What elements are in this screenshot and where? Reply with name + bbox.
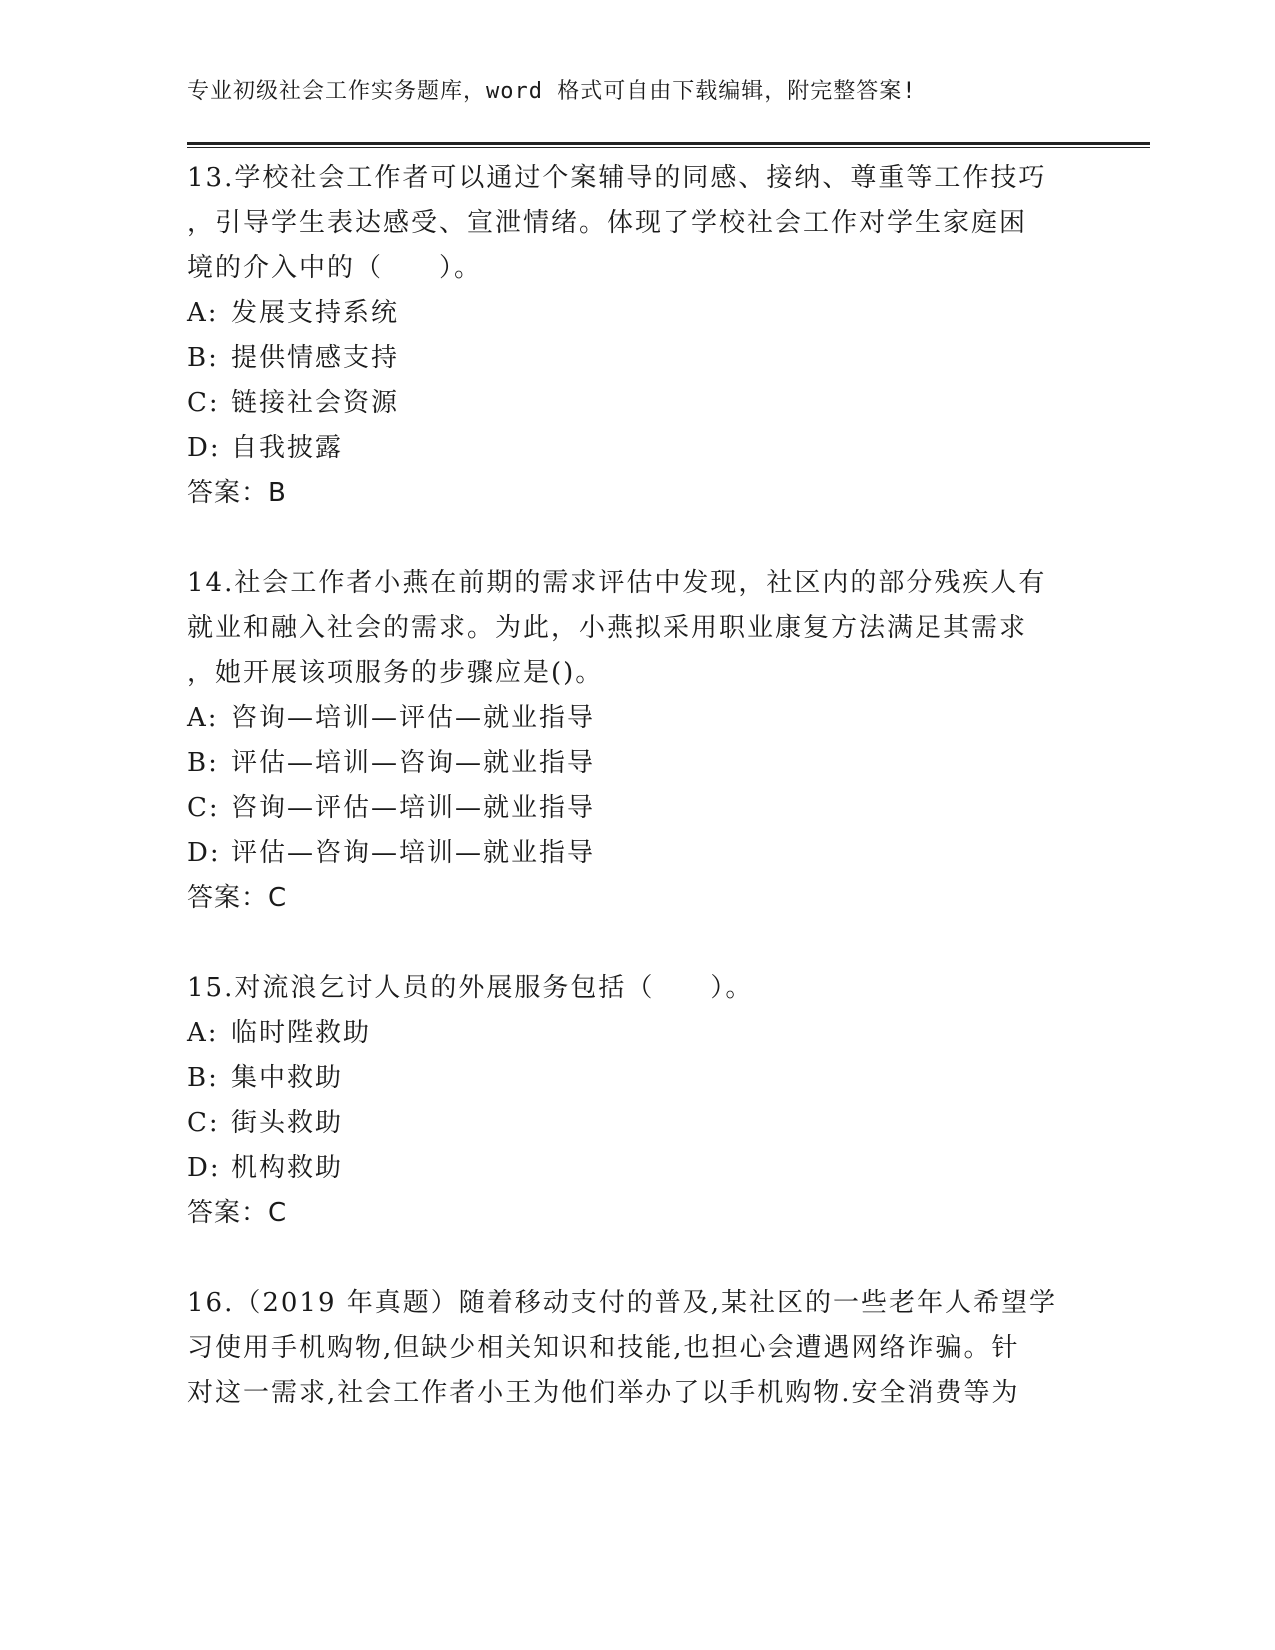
option-text: 咨询—评估—培训—就业指导 xyxy=(231,793,596,823)
spacer xyxy=(187,921,1067,966)
option-a xyxy=(187,1011,1067,1056)
option-c xyxy=(187,786,1067,831)
spacer xyxy=(187,516,1067,561)
option-a xyxy=(187,696,1067,741)
spacer xyxy=(187,1236,1067,1281)
answer-line: 答案：C xyxy=(187,1198,288,1228)
option-text: 集中救助 xyxy=(231,1063,344,1093)
option-text: 街头救助 xyxy=(231,1108,344,1138)
question-stem-line: ，引导学生表达感受、宣泄情绪。体现了学校社会工作对学生家庭困 xyxy=(187,208,1028,238)
option-text: 机构救助 xyxy=(231,1153,344,1183)
option-text: 提供情感支持 xyxy=(231,343,400,373)
option-b xyxy=(187,741,1067,786)
option-b xyxy=(187,336,1067,381)
question-stem-line: 13.学校社会工作者可以通过个案辅导的同感、接纳、尊重等工作技巧 xyxy=(187,163,1047,193)
option-key: A: xyxy=(187,298,219,328)
page-header: 专业初级社会工作实务题库，word 格式可自由下载编辑，附完整答案! xyxy=(187,79,917,104)
option-text: 发展支持系统 xyxy=(231,298,400,328)
question-stem-line: 习使用手机购物,但缺少相关知识和技能,也担心会遭遇网络诈骗。针 xyxy=(187,1333,1020,1363)
question-13 xyxy=(187,156,1067,516)
option-key: A: xyxy=(187,703,219,733)
option-key: D: xyxy=(187,838,221,868)
questions-content xyxy=(187,156,1067,1416)
option-d xyxy=(187,426,1067,471)
option-key: A: xyxy=(187,1018,219,1048)
option-text: 评估—咨询—培训—就业指导 xyxy=(231,838,596,868)
option-key: C: xyxy=(187,388,220,418)
option-key: D: xyxy=(187,1153,221,1183)
question-14 xyxy=(187,561,1067,921)
option-c xyxy=(187,381,1067,426)
question-stem-line: 14.社会工作者小燕在前期的需求评估中发现，社区内的部分残疾人有 xyxy=(187,568,1047,598)
answer-line: 答案：C xyxy=(187,883,288,913)
question-15 xyxy=(187,966,1067,1236)
question-stem-line: 15.对流浪乞讨人员的外展服务包括（ ）。 xyxy=(187,973,754,1003)
question-stem-line: ，她开展该项服务的步骤应是()。 xyxy=(187,658,604,688)
option-key: C: xyxy=(187,793,220,823)
option-key: C: xyxy=(187,1108,220,1138)
question-stem-line: 就业和融入社会的需求。为此，小燕拟采用职业康复方法满足其需求 xyxy=(187,613,1028,643)
option-key: D: xyxy=(187,433,221,463)
option-text: 临时陛救助 xyxy=(231,1018,372,1048)
option-b xyxy=(187,1056,1067,1101)
header-divider xyxy=(187,142,1150,148)
option-text: 咨询—培训—评估—就业指导 xyxy=(231,703,596,733)
option-text: 自我披露 xyxy=(231,433,344,463)
option-c xyxy=(187,1101,1067,1146)
option-key: B: xyxy=(187,748,219,778)
question-stem-line: 对这一需求,社会工作者小王为他们举办了以手机购物.安全消费等为 xyxy=(187,1378,1020,1408)
option-key: B: xyxy=(187,343,219,373)
question-stem-line: 境的介入中的（ ）。 xyxy=(187,253,483,283)
option-key: B: xyxy=(187,1063,219,1093)
option-text: 评估—培训—咨询—就业指导 xyxy=(231,748,596,778)
question-16 xyxy=(187,1281,1067,1416)
option-text: 链接社会资源 xyxy=(231,388,400,418)
option-d xyxy=(187,1146,1067,1191)
answer-line: 答案：B xyxy=(187,478,287,508)
option-a xyxy=(187,291,1067,336)
question-stem-line: 16.（2019 年真题）随着移动支付的普及,某社区的一些老年人希望学 xyxy=(187,1288,1058,1318)
option-d xyxy=(187,831,1067,876)
